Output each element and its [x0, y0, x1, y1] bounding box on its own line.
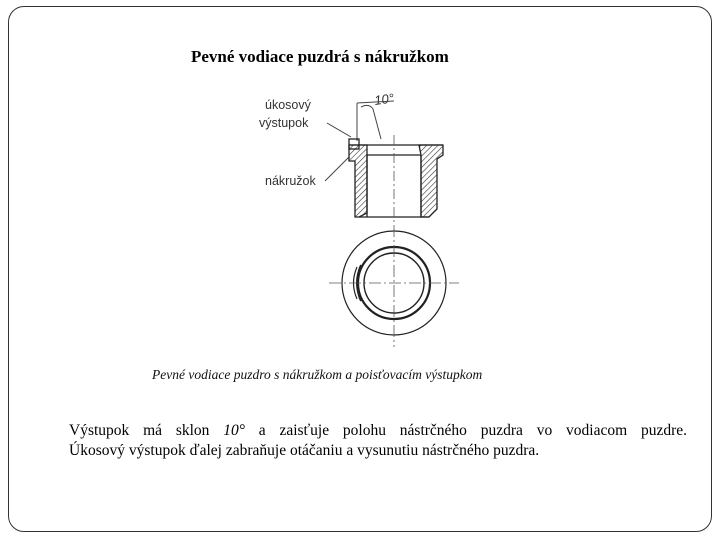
label-vystupok: výstupok: [259, 116, 309, 130]
body-line-2: Úkosový výstupok ďalej zabraňuje otáčaniu a vysunutiu nástrčného puzdra.: [69, 442, 540, 459]
slide-frame: [8, 6, 712, 532]
label-angle: 10°: [373, 90, 395, 108]
body-line-1-start: Výstupok má sklon: [69, 422, 224, 439]
label-nakruzok: nákružok: [265, 174, 316, 188]
figure-caption: Pevné vodiace puzdro s nákružkom a poisťovacím výstupkom: [152, 367, 483, 382]
body-paragraph: [69, 421, 687, 461]
slide-title: Pevné vodiace puzdrá s nákružkom: [191, 47, 449, 66]
label-ukosovy: úkosový: [265, 98, 311, 112]
bushing-drawing: [249, 85, 479, 365]
body-angle: 10°: [223, 422, 245, 439]
bushing-section: [349, 139, 443, 217]
body-line-1: [69, 421, 687, 441]
body-line-1-end: a zaisťuje polohu nástrčného puzdra vo vodiacom puzdre.: [244, 422, 688, 439]
bushing-front-view: [329, 225, 459, 347]
